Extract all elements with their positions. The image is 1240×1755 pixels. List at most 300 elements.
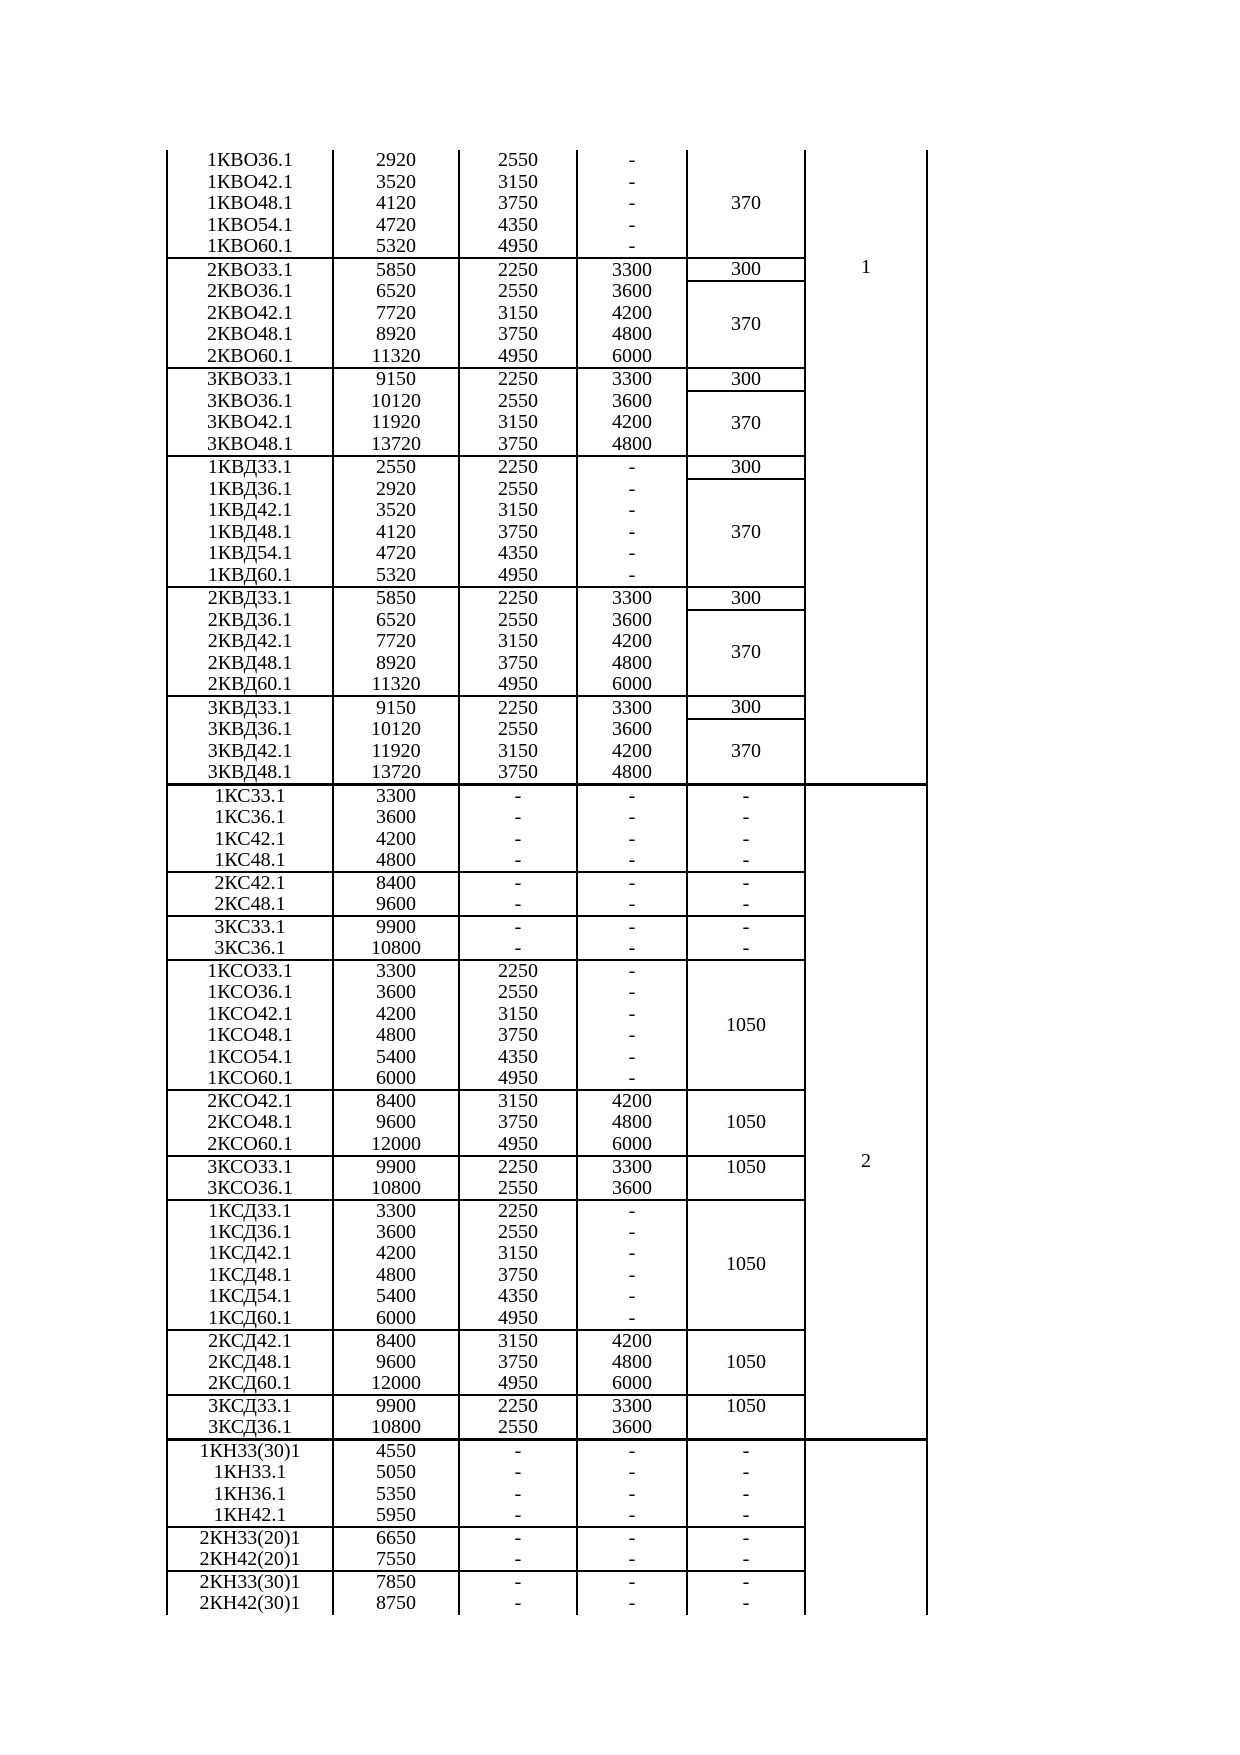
dash-cell: - bbox=[687, 894, 805, 916]
value-cell: 4350 bbox=[459, 1047, 577, 1069]
value-cell: 3750 bbox=[459, 762, 577, 785]
merged-value-cell: 370 bbox=[687, 391, 805, 456]
value-cell: 4200 bbox=[577, 741, 687, 763]
value-cell: 3150 bbox=[459, 631, 577, 653]
value-cell: 13720 bbox=[333, 434, 459, 456]
code-cell: 3КС33.1 bbox=[167, 916, 333, 938]
code-cell: 2КСО48.1 bbox=[167, 1112, 333, 1134]
value-cell: 2550 bbox=[459, 281, 577, 303]
dash-cell: - bbox=[577, 215, 687, 237]
merged-value-cell: 370 bbox=[687, 719, 805, 785]
dash-cell: - bbox=[687, 872, 805, 894]
code-cell: 2КВД33.1 bbox=[167, 587, 333, 610]
code-cell: 1КВД33.1 bbox=[167, 456, 333, 479]
code-cell: 1КВД60.1 bbox=[167, 565, 333, 587]
code-cell: 1КСД54.1 bbox=[167, 1286, 333, 1308]
code-cell: 2КН33(20)1 bbox=[167, 1527, 333, 1549]
price-table-body bbox=[167, 150, 927, 1615]
dash-cell: - bbox=[577, 938, 687, 960]
table-row bbox=[167, 1440, 927, 1463]
value-cell: 3150 bbox=[459, 1330, 577, 1352]
dash-cell: - bbox=[577, 829, 687, 851]
value-cell: 6000 bbox=[577, 346, 687, 368]
value-cell: 3300 bbox=[333, 785, 459, 808]
dash-cell: - bbox=[577, 1462, 687, 1484]
dash-cell: - bbox=[459, 1484, 577, 1506]
value-cell: 4800 bbox=[577, 434, 687, 456]
code-cell: 2КСД48.1 bbox=[167, 1352, 333, 1374]
code-cell: 3КСО36.1 bbox=[167, 1178, 333, 1200]
value-cell: 4950 bbox=[459, 1134, 577, 1156]
value-cell: 6520 bbox=[333, 610, 459, 632]
value-cell: 2250 bbox=[459, 587, 577, 610]
dash-cell: - bbox=[459, 894, 577, 916]
value-cell: 9900 bbox=[333, 1156, 459, 1178]
value-cell: 4800 bbox=[333, 850, 459, 872]
merged-value-cell: 300 bbox=[687, 456, 805, 479]
code-cell: 3КВО48.1 bbox=[167, 434, 333, 456]
value-cell: 2550 bbox=[459, 610, 577, 632]
value-cell: 9900 bbox=[333, 1395, 459, 1417]
value-cell: 9600 bbox=[333, 1112, 459, 1134]
code-cell: 1КС36.1 bbox=[167, 807, 333, 829]
dash-cell: - bbox=[577, 500, 687, 522]
dash-cell: - bbox=[687, 807, 805, 829]
value-cell: 3600 bbox=[333, 1222, 459, 1244]
value-cell: 4950 bbox=[459, 1373, 577, 1395]
dash-cell: - bbox=[577, 850, 687, 872]
value-cell: 5350 bbox=[333, 1484, 459, 1506]
value-cell: 3750 bbox=[459, 1112, 577, 1134]
dash-cell: - bbox=[577, 1440, 687, 1463]
code-cell: 3КВО36.1 bbox=[167, 391, 333, 413]
value-cell: 3750 bbox=[459, 1352, 577, 1374]
code-cell: 2КСО42.1 bbox=[167, 1090, 333, 1112]
value-cell: 10800 bbox=[333, 1417, 459, 1440]
code-cell: 3КВО33.1 bbox=[167, 368, 333, 391]
value-cell: 9150 bbox=[333, 368, 459, 391]
code-cell: 1КС33.1 bbox=[167, 785, 333, 808]
value-cell: 5850 bbox=[333, 587, 459, 610]
code-cell: 1КВД48.1 bbox=[167, 522, 333, 544]
value-cell: 2250 bbox=[459, 456, 577, 479]
value-cell: 3750 bbox=[459, 193, 577, 215]
code-cell: 1КС42.1 bbox=[167, 829, 333, 851]
dash-cell: - bbox=[577, 1068, 687, 1090]
group-number-label: 1 bbox=[861, 256, 871, 278]
code-cell: 1КСО54.1 bbox=[167, 1047, 333, 1069]
value-cell: 3300 bbox=[577, 587, 687, 610]
value-cell: 4200 bbox=[577, 412, 687, 434]
value-cell: 3600 bbox=[577, 1178, 687, 1200]
value-cell: 6000 bbox=[577, 674, 687, 696]
dash-cell: - bbox=[687, 916, 805, 938]
dash-cell: - bbox=[577, 522, 687, 544]
value-cell: 7550 bbox=[333, 1549, 459, 1571]
value-cell: 12000 bbox=[333, 1373, 459, 1395]
dash-cell: - bbox=[687, 1440, 805, 1463]
value-cell: 2250 bbox=[459, 258, 577, 281]
dash-cell: - bbox=[577, 236, 687, 258]
merged-value-cell: 1050 bbox=[687, 1330, 805, 1396]
group-cell bbox=[805, 785, 927, 1440]
dash-cell: - bbox=[459, 850, 577, 872]
dash-cell: - bbox=[459, 1527, 577, 1549]
value-cell: 3750 bbox=[459, 1025, 577, 1047]
value-cell: 3600 bbox=[577, 610, 687, 632]
dash-cell: - bbox=[577, 1527, 687, 1549]
value-cell: 2250 bbox=[459, 1200, 577, 1222]
dash-cell: - bbox=[577, 785, 687, 808]
value-cell: 3150 bbox=[459, 1090, 577, 1112]
value-cell: 4200 bbox=[333, 1004, 459, 1026]
value-cell: 2250 bbox=[459, 960, 577, 982]
value-cell: 8750 bbox=[333, 1593, 459, 1615]
value-cell: 4800 bbox=[333, 1265, 459, 1287]
value-cell: 3150 bbox=[459, 500, 577, 522]
value-cell: 5850 bbox=[333, 258, 459, 281]
dash-cell: - bbox=[459, 1440, 577, 1463]
code-cell: 1КН33.1 bbox=[167, 1462, 333, 1484]
dash-cell: - bbox=[687, 1527, 805, 1549]
table-row bbox=[167, 150, 927, 172]
code-cell: 2КН42(20)1 bbox=[167, 1549, 333, 1571]
code-cell: 2КВО48.1 bbox=[167, 324, 333, 346]
value-cell: 9150 bbox=[333, 696, 459, 719]
dash-cell: - bbox=[459, 807, 577, 829]
value-cell: 3150 bbox=[459, 1004, 577, 1026]
merged-value-cell: 1050 bbox=[687, 1090, 805, 1156]
dash-cell: - bbox=[459, 916, 577, 938]
merged-value-cell: 1050 bbox=[687, 1156, 805, 1200]
code-cell: 2КС42.1 bbox=[167, 872, 333, 894]
dash-cell: - bbox=[459, 829, 577, 851]
value-cell: 2920 bbox=[333, 479, 459, 501]
code-cell: 1КСД33.1 bbox=[167, 1200, 333, 1222]
value-cell: 4200 bbox=[577, 1330, 687, 1352]
value-cell: 3600 bbox=[577, 719, 687, 741]
code-cell: 3КВД36.1 bbox=[167, 719, 333, 741]
dash-cell: - bbox=[459, 1571, 577, 1593]
dash-cell: - bbox=[577, 1505, 687, 1527]
value-cell: 4350 bbox=[459, 215, 577, 237]
dash-cell: - bbox=[577, 456, 687, 479]
value-cell: 2550 bbox=[459, 1178, 577, 1200]
code-cell: 2КС48.1 bbox=[167, 894, 333, 916]
value-cell: 6000 bbox=[577, 1373, 687, 1395]
merged-value-cell: 1050 bbox=[687, 1395, 805, 1440]
code-cell: 1КСО36.1 bbox=[167, 982, 333, 1004]
dash-cell: - bbox=[577, 1265, 687, 1287]
value-cell: 5400 bbox=[333, 1047, 459, 1069]
dash-cell: - bbox=[687, 829, 805, 851]
code-cell: 2КН33(30)1 bbox=[167, 1571, 333, 1593]
value-cell: 8400 bbox=[333, 1330, 459, 1352]
code-cell: 2КВД48.1 bbox=[167, 653, 333, 675]
code-cell: 1КН42.1 bbox=[167, 1505, 333, 1527]
value-cell: 3750 bbox=[459, 653, 577, 675]
value-cell: 4200 bbox=[577, 1090, 687, 1112]
code-cell: 2КВО33.1 bbox=[167, 258, 333, 281]
value-cell: 4720 bbox=[333, 543, 459, 565]
value-cell: 3750 bbox=[459, 434, 577, 456]
dash-cell: - bbox=[577, 172, 687, 194]
code-cell: 1КВО36.1 bbox=[167, 150, 333, 172]
value-cell: 3750 bbox=[459, 324, 577, 346]
value-cell: 11920 bbox=[333, 412, 459, 434]
group-cell bbox=[805, 1440, 927, 1615]
value-cell: 6000 bbox=[333, 1308, 459, 1330]
dash-cell: - bbox=[577, 1243, 687, 1265]
value-cell: 4350 bbox=[459, 1286, 577, 1308]
dash-cell: - bbox=[577, 982, 687, 1004]
code-cell: 2КСО60.1 bbox=[167, 1134, 333, 1156]
dash-cell: - bbox=[687, 1484, 805, 1506]
dash-cell: - bbox=[577, 1025, 687, 1047]
value-cell: 2550 bbox=[459, 391, 577, 413]
dash-cell: - bbox=[577, 543, 687, 565]
value-cell: 4800 bbox=[577, 1352, 687, 1374]
value-cell: 2550 bbox=[459, 479, 577, 501]
value-cell: 6000 bbox=[333, 1068, 459, 1090]
code-cell: 1КВО54.1 bbox=[167, 215, 333, 237]
dash-cell: - bbox=[687, 1571, 805, 1593]
code-cell: 2КН42(30)1 bbox=[167, 1593, 333, 1615]
value-cell: 7850 bbox=[333, 1571, 459, 1593]
code-cell: 2КВД36.1 bbox=[167, 610, 333, 632]
value-cell: 2550 bbox=[459, 1222, 577, 1244]
value-cell: 4120 bbox=[333, 522, 459, 544]
code-cell: 1КВД42.1 bbox=[167, 500, 333, 522]
code-cell: 1КВО48.1 bbox=[167, 193, 333, 215]
value-cell: 4200 bbox=[333, 1243, 459, 1265]
dash-cell: - bbox=[577, 1222, 687, 1244]
value-cell: 4200 bbox=[577, 631, 687, 653]
dash-cell: - bbox=[687, 850, 805, 872]
value-cell: 4800 bbox=[577, 324, 687, 346]
code-cell: 1КС48.1 bbox=[167, 850, 333, 872]
value-cell: 4800 bbox=[333, 1025, 459, 1047]
table-row bbox=[167, 785, 927, 808]
dash-cell: - bbox=[577, 1549, 687, 1571]
value-cell: 2550 bbox=[459, 719, 577, 741]
code-cell: 1КН36.1 bbox=[167, 1484, 333, 1506]
code-cell: 1КСО33.1 bbox=[167, 960, 333, 982]
value-cell: 4800 bbox=[577, 1112, 687, 1134]
value-cell: 10800 bbox=[333, 938, 459, 960]
value-cell: 3300 bbox=[333, 1200, 459, 1222]
value-cell: 2250 bbox=[459, 1156, 577, 1178]
value-cell: 3150 bbox=[459, 303, 577, 325]
code-cell: 3КСД36.1 bbox=[167, 1417, 333, 1440]
group-number-label: 2 bbox=[861, 1150, 871, 1172]
dash-cell: - bbox=[687, 1593, 805, 1615]
value-cell: 3150 bbox=[459, 412, 577, 434]
value-cell: 3600 bbox=[577, 1417, 687, 1440]
merged-value-cell: 300 bbox=[687, 587, 805, 610]
code-cell: 1КВО60.1 bbox=[167, 236, 333, 258]
value-cell: 9600 bbox=[333, 894, 459, 916]
value-cell: 4950 bbox=[459, 565, 577, 587]
value-cell: 5950 bbox=[333, 1505, 459, 1527]
dash-cell: - bbox=[459, 1462, 577, 1484]
dash-cell: - bbox=[577, 916, 687, 938]
value-cell: 11320 bbox=[333, 346, 459, 368]
value-cell: 3300 bbox=[577, 258, 687, 281]
dash-cell: - bbox=[577, 807, 687, 829]
value-cell: 6000 bbox=[577, 1134, 687, 1156]
value-cell: 2550 bbox=[333, 456, 459, 479]
dash-cell: - bbox=[577, 1571, 687, 1593]
value-cell: 3750 bbox=[459, 1265, 577, 1287]
dash-cell: - bbox=[687, 785, 805, 808]
merged-value-cell: 300 bbox=[687, 258, 805, 281]
dash-cell: - bbox=[687, 1462, 805, 1484]
value-cell: 8400 bbox=[333, 872, 459, 894]
dash-cell: - bbox=[459, 1549, 577, 1571]
merged-value-cell: 300 bbox=[687, 696, 805, 719]
dash-cell: - bbox=[577, 150, 687, 172]
value-cell: 4800 bbox=[577, 762, 687, 785]
dash-cell: - bbox=[687, 938, 805, 960]
value-cell: 9600 bbox=[333, 1352, 459, 1374]
code-cell: 3КСО33.1 bbox=[167, 1156, 333, 1178]
dash-cell: - bbox=[687, 1505, 805, 1527]
code-cell: 2КВД42.1 bbox=[167, 631, 333, 653]
value-cell: 5320 bbox=[333, 236, 459, 258]
value-cell: 7720 bbox=[333, 631, 459, 653]
dash-cell: - bbox=[577, 1004, 687, 1026]
value-cell: 2550 bbox=[459, 982, 577, 1004]
value-cell: 2550 bbox=[459, 1417, 577, 1440]
value-cell: 8400 bbox=[333, 1090, 459, 1112]
value-cell: 3300 bbox=[577, 1395, 687, 1417]
dash-cell: - bbox=[577, 565, 687, 587]
merged-value-cell: 370 bbox=[687, 479, 805, 587]
dash-cell: - bbox=[687, 1549, 805, 1571]
code-cell: 2КВО60.1 bbox=[167, 346, 333, 368]
value-cell: 3300 bbox=[577, 1156, 687, 1178]
code-cell: 2КВО36.1 bbox=[167, 281, 333, 303]
dash-cell: - bbox=[577, 1286, 687, 1308]
value-cell: 6650 bbox=[333, 1527, 459, 1549]
value-cell: 10800 bbox=[333, 1178, 459, 1200]
dash-cell: - bbox=[577, 960, 687, 982]
code-cell: 1КСО60.1 bbox=[167, 1068, 333, 1090]
value-cell: 3600 bbox=[333, 807, 459, 829]
dash-cell: - bbox=[577, 1593, 687, 1615]
value-cell: 5400 bbox=[333, 1286, 459, 1308]
code-cell: 3КВД48.1 bbox=[167, 762, 333, 785]
group-cell bbox=[805, 150, 927, 785]
value-cell: 4200 bbox=[577, 303, 687, 325]
value-cell: 6520 bbox=[333, 281, 459, 303]
dash-cell: - bbox=[459, 1593, 577, 1615]
value-cell: 11920 bbox=[333, 741, 459, 763]
code-cell: 2КВД60.1 bbox=[167, 674, 333, 696]
value-cell: 10120 bbox=[333, 391, 459, 413]
value-cell: 9900 bbox=[333, 916, 459, 938]
merged-value-cell: 370 bbox=[687, 610, 805, 697]
value-cell: 4550 bbox=[333, 1440, 459, 1463]
value-cell: 2920 bbox=[333, 150, 459, 172]
merged-value-cell: 1050 bbox=[687, 960, 805, 1090]
value-cell: 3600 bbox=[333, 982, 459, 1004]
dash-cell: - bbox=[577, 1484, 687, 1506]
value-cell: 12000 bbox=[333, 1134, 459, 1156]
code-cell: 1КСД60.1 bbox=[167, 1308, 333, 1330]
code-cell: 3КВД33.1 bbox=[167, 696, 333, 719]
merged-value-cell: 1050 bbox=[687, 1200, 805, 1330]
code-cell: 2КВО42.1 bbox=[167, 303, 333, 325]
dash-cell: - bbox=[459, 1505, 577, 1527]
dash-cell: - bbox=[577, 193, 687, 215]
code-cell: 3КС36.1 bbox=[167, 938, 333, 960]
merged-value-cell: 300 bbox=[687, 368, 805, 391]
value-cell: 3600 bbox=[577, 391, 687, 413]
code-cell: 1КСО48.1 bbox=[167, 1025, 333, 1047]
code-cell: 3КВО42.1 bbox=[167, 412, 333, 434]
value-cell: 3150 bbox=[459, 1243, 577, 1265]
merged-value-cell: 370 bbox=[687, 281, 805, 368]
value-cell: 4950 bbox=[459, 236, 577, 258]
code-cell: 2КСД42.1 bbox=[167, 1330, 333, 1352]
value-cell: 2250 bbox=[459, 1395, 577, 1417]
value-cell: 4950 bbox=[459, 346, 577, 368]
dash-cell: - bbox=[577, 1308, 687, 1330]
value-cell: 8920 bbox=[333, 653, 459, 675]
code-cell: 1КН33(30)1 bbox=[167, 1440, 333, 1463]
code-cell: 1КВД54.1 bbox=[167, 543, 333, 565]
dash-cell: - bbox=[577, 479, 687, 501]
code-cell: 3КСД33.1 bbox=[167, 1395, 333, 1417]
value-cell: 3520 bbox=[333, 172, 459, 194]
value-cell: 11320 bbox=[333, 674, 459, 696]
code-cell: 1КВО42.1 bbox=[167, 172, 333, 194]
value-cell: 4200 bbox=[333, 829, 459, 851]
code-cell: 3КВД42.1 bbox=[167, 741, 333, 763]
dash-cell: - bbox=[577, 1200, 687, 1222]
value-cell: 5320 bbox=[333, 565, 459, 587]
value-cell: 2250 bbox=[459, 368, 577, 391]
dash-cell: - bbox=[459, 938, 577, 960]
value-cell: 3150 bbox=[459, 172, 577, 194]
code-cell: 2КСД60.1 bbox=[167, 1373, 333, 1395]
value-cell: 4120 bbox=[333, 193, 459, 215]
value-cell: 8920 bbox=[333, 324, 459, 346]
value-cell: 4950 bbox=[459, 674, 577, 696]
value-cell: 3600 bbox=[577, 281, 687, 303]
dash-cell: - bbox=[577, 1047, 687, 1069]
value-cell: 3520 bbox=[333, 500, 459, 522]
value-cell: 3150 bbox=[459, 741, 577, 763]
price-table bbox=[166, 150, 928, 1615]
value-cell: 5050 bbox=[333, 1462, 459, 1484]
dash-cell: - bbox=[459, 872, 577, 894]
value-cell: 2250 bbox=[459, 696, 577, 719]
value-cell: 4350 bbox=[459, 543, 577, 565]
code-cell: 1КСО42.1 bbox=[167, 1004, 333, 1026]
value-cell: 2550 bbox=[459, 150, 577, 172]
value-cell: 4720 bbox=[333, 215, 459, 237]
merged-value-cell: 370 bbox=[687, 150, 805, 258]
value-cell: 4800 bbox=[577, 653, 687, 675]
value-cell: 3300 bbox=[577, 368, 687, 391]
code-cell: 1КВД36.1 bbox=[167, 479, 333, 501]
value-cell: 4950 bbox=[459, 1068, 577, 1090]
dash-cell: - bbox=[577, 872, 687, 894]
code-cell: 1КСД36.1 bbox=[167, 1222, 333, 1244]
